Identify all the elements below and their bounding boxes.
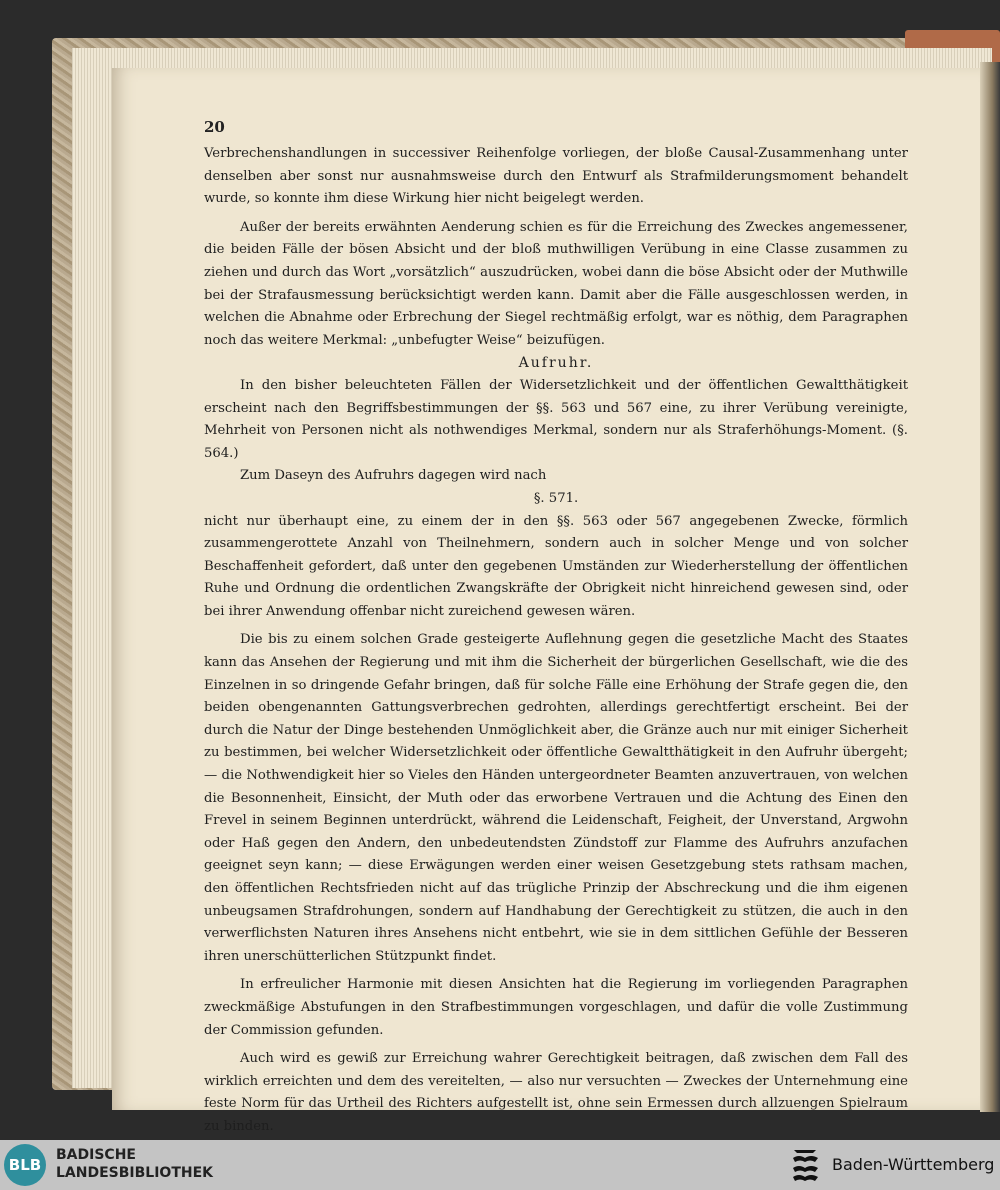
paragraph-6: Die bis zu einem solchen Grade gesteigerte Auflehnung gegen die gesetzliche Macht des Staates kann das Ansehen der Regierung und mit ihm die Sicherheit der bürgerlichen Gesellschaft, wie die des Einzelnen in so dringende Gefahr bringen, daß für solche Fälle eine Erhöhung der Strafe gegen die, den beiden obengenannten Gattungsverbrechen gedrohten, allerdings gerechtfertigt erscheint. Bei der durch die Natur der Dinge bestehenden Unmöglichkeit aber, die Gränze auch nur mit einiger Sicherheit zu bestimmen, bei welcher Widersetzlichkeit oder öffentliche Gewaltthätigkeit in den Aufruhr übergeht; — die Nothwendigkeit hier so Vieles den Händen untergeordneter Beamten anzuvertrauen, von welchen die Besonnenheit, Einsicht, der Muth oder das erworbene Vertrauen und die Achtung des Einen den Frevel in seinem Beginnen unterdrückt, während die Leidenschaft, Feigheit, der Unverstand, Argwohn oder Haß gegen den Andern, den unbedeutendsten Zündstoff zur Flamme des Aufruhrs anzufachen geeignet seyn kann; — diese Erwägungen werden einer weisen Gesetzgebung stets rathsam machen, den öffentlichen Rechtsfrieden nicht auf das trügliche Prinzip der Abschreckung und die ihm eigenen unbeugsamen Strafdrohungen, sondern auf Handhabung der Gerechtigkeit zu stützen, die auch in den verwerflichsten Naturen ihres Ansehens nicht entbehrt, wie sie in dem sittlichen Gefühle der Besseren ihren unerschütterlichen Stützpunkt findet. bbox=[204, 632, 908, 964]
blb-logo[interactable]: BLB bbox=[4, 1144, 46, 1186]
paragraph-5: nicht nur überhaupt eine, zu einem der in den §§. 563 oder 567 angegebenen Zwecke, förmlich zusammengerottete Anzahl von Theilnehmern, sondern auch in solcher Menge und von solcher Beschaffenheit gefordert, daß unter den gegebenen Umständen zur Wiederherstellung der öffentlichen Ruhe und Ordnung die ordentlichen Zwangskräfte der Obrigkeit nicht hinreichend gewesen sind, oder bei ihrer Anwendung offenbar nicht zureichend gewesen wären. bbox=[204, 513, 908, 619]
blb-name[interactable] bbox=[56, 1146, 213, 1182]
paragraph-7: In erfreulicher Harmonie mit diesen Ansichten hat die Regierung im vorliegenden Paragraphen zweckmäßige Abstufungen in den Strafbestimmungen vorgeschlagen, und dafür die volle Zustimmung der Commission gefunden. bbox=[204, 977, 908, 1038]
blb-name-line2: LANDESBIBLIOTHEK bbox=[56, 1165, 214, 1181]
paragraph-8: Auch wird es gewiß zur Erreichung wahrer Gerechtigkeit beitragen, daß zwischen dem Fall des wirklich erreichten und dem des vereitelten, — also nur versuchten — Zweckes der Unternehmung eine feste Norm für das Urtheil des Richters aufgestellt ist, ohne sein Ermessen durch allzuengen Spielraum zu binden. bbox=[204, 1051, 908, 1134]
blb-name-line1: BADISCHE bbox=[56, 1147, 136, 1163]
page-text bbox=[204, 143, 908, 1190]
section-heading: Aufruhr. bbox=[518, 355, 594, 372]
paragraph-3: In den bisher beleuchteten Fällen der Widersetzlichkeit und der öffentlichen Gewaltthätigkeit erscheint nach den Begriffsbestimmungen der §§. 563 und 567 eine, zu ihrer Verübung vereinigte, Mehrheit von Personen nicht als nothwendiges Merkmal, sondern nur als Straferhöhungs-Moment. (§. 564.) bbox=[204, 377, 908, 461]
paragraph-1: Verbrechenshandlungen in successiver Reihenfolge vorliegen, der bloße Causal-Zusammenhang unter denselben aber sonst nur ausnahmsweise durch den Entwurf als Strafmilderungsmoment behandelt wurde, so konnte ihm diese Wirkung hier nicht beigelegt werden. bbox=[204, 146, 908, 207]
paragraph-2: Außer der bereits erwähnten Aenderung schien es für die Erreichung des Zweckes angemessener, die beiden Fälle der bösen Absicht und der bloß muthwilligen Verübung in eine Classe zusammen zu ziehen und durch das Wort „vorsätzlich“ auszudrücken, wobei dann die böse Absicht oder der Muthwille bei der Strafausmessung berücksichtigt werden kann. Damit aber die Fälle ausgeschlossen werden, in welchen die Abnahme oder Erbrechung der Siegel rechtmäßig erfolgt, war es nöthig, dem Paragraphen noch das weitere Merkmal: „unbefugter Weise“ beizufügen. bbox=[204, 219, 908, 348]
paragraph-4: Zum Daseyn des Aufruhrs dagegen wird nach bbox=[240, 468, 547, 484]
section-number: §. 571. bbox=[533, 490, 579, 506]
page-right-edge bbox=[980, 62, 1000, 1112]
baden-wuerttemberg-name[interactable]: Baden-Württemberg bbox=[832, 1155, 995, 1174]
footer-bar bbox=[0, 1140, 1000, 1190]
baden-wuerttemberg-lions-icon bbox=[790, 1146, 822, 1184]
page-number: 20 bbox=[204, 118, 225, 136]
